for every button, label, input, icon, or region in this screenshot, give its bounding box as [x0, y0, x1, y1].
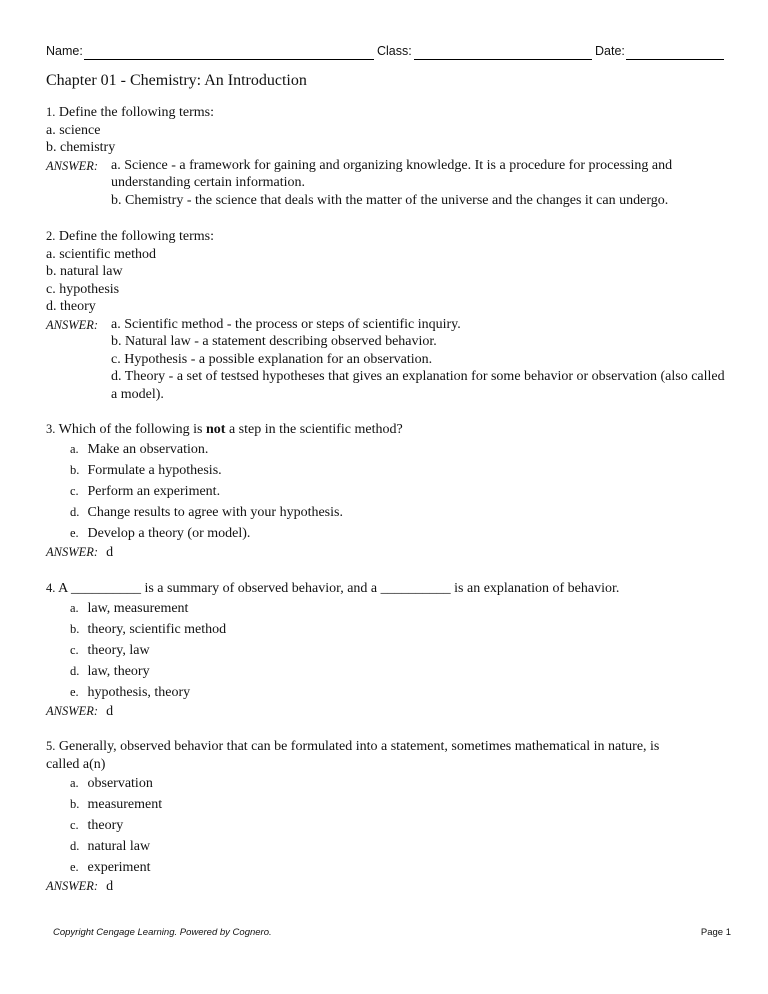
option-letter: b. [70, 462, 80, 477]
answer-option [70, 502, 726, 523]
term: d. theory [46, 299, 96, 314]
option-letter: e. [70, 684, 79, 699]
answer-label: ANSWER: [46, 703, 99, 718]
option-text: Develop a theory (or model). [87, 525, 251, 541]
question-prompt-start: Which of the following is [58, 422, 206, 437]
answer-option [70, 682, 726, 703]
question-5 [46, 738, 726, 896]
question-prompt-continued: called a(n) [46, 756, 106, 772]
option-text: law, theory [87, 663, 150, 679]
option-text: Make an observation. [87, 441, 209, 457]
question-4 [46, 580, 726, 720]
answer-option [70, 439, 726, 460]
question-number: 1. [46, 105, 56, 119]
name-blank-line [84, 59, 374, 60]
answer-block [46, 157, 726, 210]
question-number: 3. [46, 422, 56, 436]
answer-option [70, 857, 726, 878]
question-prompt-end: a step in the scientific method? [225, 422, 403, 437]
option-letter: d. [70, 839, 80, 853]
option-letter: c. [70, 642, 79, 657]
term: b. natural law [46, 264, 123, 279]
term: b. chemistry [46, 140, 116, 155]
answer-value: d [106, 544, 114, 560]
option-text: measurement [87, 797, 163, 812]
option-text: hypothesis, theory [87, 684, 191, 700]
answer-line: a. Science - a framework for gaining and organizing knowledge. It is a procedure for processing and understanding certain information. [111, 157, 673, 190]
emphasis-not: not [206, 422, 226, 437]
option-text: Perform an experiment. [87, 483, 221, 499]
chapter-title: Chapter 01 - Chemistry: An Introduction [46, 72, 307, 89]
option-letter: e. [70, 860, 79, 874]
question-number: 2. [46, 229, 56, 243]
date-label: Date: [595, 44, 625, 58]
answer-option [70, 794, 726, 815]
answer-label: ANSWER: [46, 879, 99, 893]
answer-option [70, 619, 726, 640]
question-number: 4. [46, 581, 56, 595]
option-letter: b. [70, 797, 80, 811]
answer-option [70, 523, 726, 544]
option-letter: c. [70, 818, 79, 832]
answer-option [70, 815, 726, 836]
answer-block [46, 316, 726, 404]
option-letter: a. [70, 776, 79, 790]
answer-option [70, 836, 726, 857]
answer-line: b. Natural law - a statement describing observed behavior. [111, 334, 437, 349]
answer-block [46, 703, 726, 721]
class-label: Class: [377, 44, 412, 58]
answer-line: b. Chemistry - the science that deals with the matter of the universe and the changes it can undergo. [111, 192, 669, 208]
option-text: theory, scientific method [87, 621, 227, 637]
question-prompt: Define the following terms: [58, 229, 215, 244]
page-number: Page 1 [700, 927, 731, 938]
term: a. scientific method [46, 246, 157, 262]
copyright-footer: Copyright Cengage Learning. Powered by Cognero. [53, 927, 272, 938]
answer-value: d [106, 879, 114, 894]
answer-option [70, 598, 726, 619]
answer-label: ANSWER: [46, 544, 99, 559]
question-3 [46, 421, 726, 561]
option-letter: a. [70, 441, 79, 456]
option-letter: e. [70, 525, 79, 540]
option-text: Change results to agree with your hypothesis. [87, 504, 343, 520]
answer-block [46, 544, 726, 562]
question-1 [46, 104, 726, 209]
option-letter: a. [70, 600, 79, 615]
option-text: natural law [87, 839, 151, 854]
question-prompt: A __________ is a summary of observed behavior, and a __________ is an explanation of behavior. [58, 581, 620, 596]
option-letter: b. [70, 621, 80, 636]
question-2 [46, 228, 726, 403]
term: a. science [46, 122, 101, 138]
term: c. hypothesis [46, 281, 120, 297]
student-header [46, 44, 726, 64]
answer-block [46, 878, 726, 896]
option-text: Formulate a hypothesis. [87, 462, 222, 478]
option-letter: c. [70, 483, 79, 498]
answer-label: ANSWER: [46, 317, 99, 332]
name-label: Name: [46, 44, 83, 58]
answer-option [70, 481, 726, 502]
question-prompt: Define the following terms: [58, 105, 215, 120]
option-letter: d. [70, 663, 80, 678]
option-text: law, measurement [87, 600, 189, 616]
answer-option [70, 773, 726, 794]
question-number: 5. [46, 739, 56, 753]
date-blank-line [626, 59, 724, 60]
question-prompt: Generally, observed behavior that can be formulated into a statement, sometimes mathematical in nature, is [58, 739, 660, 754]
option-text: observation [87, 776, 153, 791]
answer-option [70, 640, 726, 661]
answer-value: d [106, 703, 114, 719]
answer-line: d. Theory - a set of testsed hypotheses that gives an explanation for some behavior or observation (also called a model). [111, 369, 725, 402]
option-text: theory, law [87, 642, 150, 658]
class-blank-line [414, 59, 592, 60]
option-text: experiment [87, 860, 151, 875]
answer-option [70, 661, 726, 682]
answer-option [70, 460, 726, 481]
answer-label: ANSWER: [46, 158, 99, 173]
option-letter: d. [70, 504, 80, 519]
answer-line: a. Scientific method - the process or steps of scientific inquiry. [111, 316, 461, 332]
option-text: theory [87, 818, 124, 833]
answer-line: c. Hypothesis - a possible explanation for an observation. [111, 351, 433, 367]
